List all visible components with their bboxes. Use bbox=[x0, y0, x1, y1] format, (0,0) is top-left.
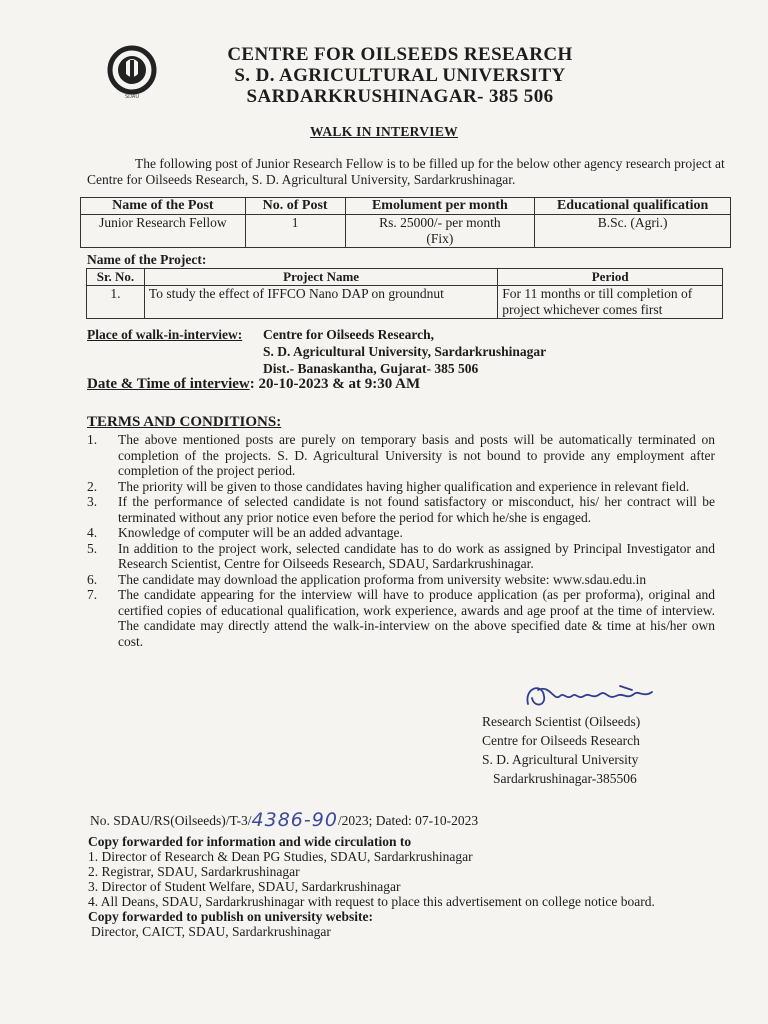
post-name-cell: Junior Research Fellow bbox=[81, 215, 246, 248]
term-text: In addition to the project work, selected candidate has to do work as assigned by Principal Investigator and Research Scientist, Centre for Oilseeds Research, SDAU, Sardarkrushinagar. bbox=[118, 540, 715, 571]
header-line-2: S. D. AGRICULTURAL UNIVERSITY bbox=[234, 65, 566, 86]
header-line-3: SARDARKRUSHINAGAR- 385 506 bbox=[246, 86, 554, 107]
qualification-cell: B.Sc. (Agri.) bbox=[535, 215, 731, 248]
copy-title-2: Copy forwarded to publish on university website: bbox=[88, 909, 374, 924]
col-header: Emolument per month bbox=[345, 198, 535, 215]
copy-title-1: Copy forwarded for information and wide circulation to bbox=[88, 834, 412, 849]
address-line-3: Dist.- Banaskantha, Gujarat- 385 506 bbox=[263, 361, 479, 376]
term-number: 5. bbox=[87, 540, 98, 556]
university-seal-icon bbox=[106, 44, 158, 100]
term-text: Knowledge of computer will be an added advantage. bbox=[118, 525, 403, 540]
website-recipient: Director, CAICT, SDAU, Sardarkrushinagar bbox=[91, 924, 331, 939]
term-number: 6. bbox=[87, 571, 98, 587]
term-text: The above mentioned posts are purely on temporary basis and posts will be automatically terminated on completion of the projects. S. D. Agricultural University is not bound to provide any employment after completion of the project period. bbox=[118, 432, 715, 478]
col-header: Period bbox=[498, 269, 723, 286]
post-count-cell: 1 bbox=[245, 215, 345, 248]
terms-title: TERMS AND CONDITIONS: bbox=[87, 414, 282, 430]
term-text: If the performance of selected candidate is not found satisfactory or misconduct, his/ her contract will be terminated without any prior notice even before the period for which he/she is engaged. bbox=[118, 494, 715, 525]
ref-prefix: No. SDAU/RS(Oilseeds)/T-3/ bbox=[90, 813, 252, 828]
ref-suffix: /2023; Dated: 07-10-2023 bbox=[337, 813, 479, 828]
table-row bbox=[87, 286, 723, 319]
address-line-1: Centre for Oilseeds Research, bbox=[263, 327, 434, 342]
signatory-line-2: Centre for Oilseeds Research bbox=[482, 733, 640, 748]
term-text: The priority will be given to those candidates having higher qualification and experience in relevant field. bbox=[118, 478, 690, 494]
term-text: The candidate appearing for the interview will have to produce application (as per proforma), original and certified copies of educational qualification, work experience, awards and age proof at the time of interview. The candidate may directly attend the walk-in-interview on the above specified date & time at his/her own cost. bbox=[118, 587, 715, 649]
list-item bbox=[87, 572, 715, 588]
col-header: Name of the Post bbox=[81, 198, 246, 215]
sr-no-cell: 1. bbox=[87, 286, 145, 319]
list-item bbox=[87, 525, 715, 541]
header-line-1: CENTRE FOR OILSEEDS RESEARCH bbox=[227, 44, 573, 65]
list-item bbox=[87, 541, 715, 572]
list-item bbox=[87, 479, 715, 495]
list-item: 2. Registrar, SDAU, Sardarkrushinagar bbox=[88, 864, 300, 879]
period-cell: For 11 months or till completion of project whichever comes first bbox=[498, 286, 723, 319]
term-number: 1. bbox=[87, 432, 98, 447]
post-table-header bbox=[81, 198, 731, 215]
place-label: Place of walk-in-interview: bbox=[87, 327, 243, 342]
term-number: 2. bbox=[87, 478, 98, 494]
project-label: Name of the Project: bbox=[87, 252, 207, 267]
page-title: WALK IN INTERVIEW bbox=[310, 124, 458, 139]
col-header: Sr. No. bbox=[87, 269, 145, 286]
interview-place bbox=[87, 326, 547, 376]
col-header: Project Name bbox=[144, 269, 497, 286]
signatory-line-4: Sardarkrushinagar-385506 bbox=[493, 771, 637, 786]
emolument-line-1: Rs. 25000/- per month bbox=[379, 215, 501, 230]
col-header: Educational qualification bbox=[535, 198, 731, 215]
copy-forwarded-section bbox=[88, 834, 728, 939]
term-number: 7. bbox=[87, 587, 98, 602]
term-text: The candidate may download the application proforma from university website: www.sdau.edu.in bbox=[118, 571, 647, 587]
list-item bbox=[87, 587, 715, 649]
project-name-cell: To study the effect of IFFCO Nano DAP on groundnut bbox=[144, 286, 497, 319]
signatory-line-1: Research Scientist (Oilseeds) bbox=[482, 714, 641, 729]
intro-paragraph: The following post of Junior Research Fellow is to be filled up for the below other agency research project at Centre for Oilseeds Research, S. D. Agricultural University, Sardarkrushinagar. bbox=[87, 156, 725, 187]
term-number: 4. bbox=[87, 525, 98, 540]
place-address bbox=[263, 326, 623, 377]
table-row bbox=[81, 215, 731, 248]
col-header: No. of Post bbox=[245, 198, 345, 215]
post-table bbox=[80, 197, 731, 248]
address-line-2: S. D. Agricultural University, Sardarkrushinagar bbox=[263, 344, 547, 359]
list-item: 1. Director of Research & Dean PG Studies, SDAU, Sardarkrushinagar bbox=[88, 849, 473, 864]
project-table-header bbox=[87, 269, 723, 286]
datetime-label: Date & Time of interview bbox=[87, 376, 250, 392]
project-table bbox=[86, 268, 723, 319]
list-item: 4. All Deans, SDAU, Sardarkrushinagar with request to place this advertisement on college notice board. bbox=[88, 894, 655, 909]
signatory-block bbox=[482, 712, 640, 788]
list-item bbox=[87, 432, 715, 479]
list-item: 3. Director of Student Welfare, SDAU, Sardarkrushinagar bbox=[88, 879, 401, 894]
term-number: 3. bbox=[87, 494, 98, 509]
emolument-line-2: (Fix) bbox=[426, 231, 454, 246]
interview-datetime bbox=[87, 376, 420, 393]
svg-text:SDAU: SDAU bbox=[124, 94, 140, 100]
ref-handwritten-number: 4386-90 bbox=[251, 809, 338, 831]
list-item bbox=[87, 494, 715, 525]
emolument-cell bbox=[345, 215, 535, 248]
datetime-value: : 20-10-2023 & at 9:30 AM bbox=[249, 376, 421, 392]
signatory-line-3: S. D. Agricultural University bbox=[482, 752, 639, 767]
terms-list bbox=[87, 432, 715, 649]
reference-number bbox=[90, 808, 478, 830]
handwritten-signature-icon bbox=[520, 678, 670, 712]
